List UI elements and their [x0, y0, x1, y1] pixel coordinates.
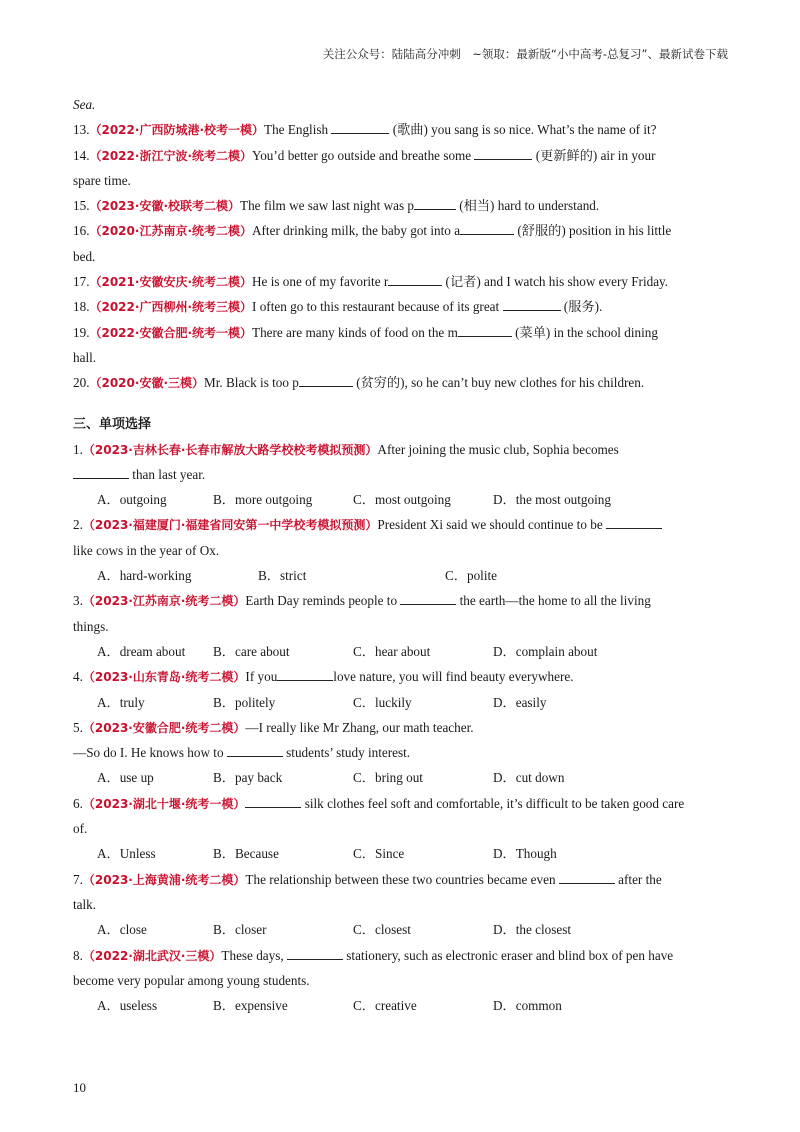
question-continuation [73, 740, 733, 765]
question-line [73, 143, 733, 168]
section-title: 三、单项选择 [73, 416, 152, 432]
answer-blank[interactable] [73, 466, 129, 479]
option-d[interactable]: D．complain about [493, 643, 598, 659]
question-text: (更新鲜的) air in your [532, 147, 656, 163]
answer-blank[interactable] [227, 744, 283, 757]
option-a[interactable]: A．Unless [97, 846, 156, 862]
question-text: students’ study interest. [282, 745, 411, 761]
question-number: 2. [73, 517, 83, 533]
option-b[interactable]: B．strict [258, 568, 307, 584]
option-b[interactable]: B．closer [213, 922, 267, 938]
question-line [73, 370, 733, 395]
question-text: (记者) and I watch his show every Friday. [442, 274, 669, 290]
question-line [73, 320, 733, 345]
option-c[interactable]: C．closest [353, 922, 411, 938]
question-line [73, 193, 733, 218]
question-continuation [73, 462, 733, 487]
continued-text: Sea. [73, 97, 96, 112]
option-b[interactable]: B．Because [213, 846, 279, 862]
question-number: 3. [73, 593, 83, 609]
question-continuation [73, 892, 733, 917]
options-row [73, 690, 733, 715]
question-line [73, 294, 733, 319]
question-continuation [73, 816, 733, 841]
question-line [73, 218, 733, 243]
question-source: （2023·安徽合肥·统考二模） [82, 720, 246, 735]
question-continuation [73, 538, 733, 563]
question-text: than last year. [129, 466, 206, 482]
question-source: （2023·吉林长春·长春市解放大路学校校考模拟预测） [82, 442, 378, 457]
option-d[interactable]: D．easily [493, 694, 547, 710]
question-number: 16. [73, 223, 90, 239]
question-text: The English [264, 122, 332, 138]
option-a[interactable]: A．outgoing [97, 492, 167, 508]
page-number: 10 [73, 1080, 86, 1095]
question-text: There are many kinds of food on the m [252, 324, 458, 340]
options-row [73, 841, 733, 866]
answer-blank[interactable] [460, 222, 514, 235]
question-source: （2023·江苏南京·统考二模） [82, 594, 246, 609]
question-text: If you [245, 669, 278, 685]
question-number: 1. [73, 441, 83, 457]
answer-blank[interactable] [474, 147, 532, 160]
question-text: (菜单) in the school dining [511, 324, 658, 340]
options-row [73, 765, 733, 790]
answer-blank[interactable] [414, 197, 456, 210]
question-text: —So do I. He knows how to [73, 745, 227, 761]
question-continuation: spare time. [73, 172, 131, 188]
question-source: （2020·江苏南京·统考二模） [89, 224, 253, 239]
question-source: （2023·安徽·校联考二模） [89, 199, 241, 214]
question-text: the earth—the home to all the living [456, 593, 651, 609]
question-text: after the [614, 871, 662, 887]
fill-in-list [73, 117, 733, 395]
question-line [73, 588, 733, 613]
question-number: 18. [73, 299, 90, 315]
question-line [73, 269, 733, 294]
option-a[interactable]: A．use up [97, 770, 154, 786]
question-source: （2023·福建厦门·福建省同安第一中学校考模拟预测） [82, 518, 378, 533]
question-number: 5. [73, 719, 83, 735]
question-text: After drinking milk, the baby got into a [252, 223, 461, 239]
question-number: 7. [73, 871, 83, 887]
answer-blank[interactable] [400, 592, 456, 605]
question-source: （2022·湖北武汉·三模） [82, 948, 222, 963]
question-number: 8. [73, 947, 83, 963]
question-text: like cows in the year of Ox. [73, 542, 220, 558]
question-number: 6. [73, 795, 83, 811]
answer-blank[interactable] [287, 947, 343, 960]
question-line [73, 715, 733, 740]
question-text: After joining the music club, Sophia becomes [377, 441, 619, 457]
options-row [73, 639, 733, 664]
question-text: I often go to this restaurant because of its great [252, 299, 503, 315]
question-number: 15. [73, 198, 90, 214]
question-text: love nature, you will find beauty everywhere. [333, 669, 574, 685]
question-line [73, 117, 733, 142]
multiple-choice-list [73, 437, 733, 1019]
option-c[interactable]: C．hear about [353, 643, 431, 659]
answer-blank[interactable] [331, 121, 389, 134]
answer-blank[interactable] [245, 795, 301, 808]
question-text: (贫穷的), so he can’t buy new clothes for his children. [352, 375, 645, 391]
question-text: (歌曲) you sang is so nice. What’s the name of it? [389, 122, 657, 138]
question-text: things. [73, 618, 109, 634]
page-header: 关注公众号：陆陆高分冲刺 ~领取：最新版“小中高考-总复习”、最新试卷下载 [322, 47, 728, 61]
answer-blank[interactable] [606, 516, 662, 529]
question-text: You’d better go outside and breathe some [252, 147, 475, 163]
question-source: （2023·上海黄浦·统考二模） [82, 872, 246, 887]
option-a[interactable]: A．truly [97, 694, 145, 710]
answer-blank[interactable] [559, 871, 615, 884]
options-row [73, 563, 733, 588]
question-text: stationery, such as electronic eraser and blind box of pen have [342, 947, 674, 963]
question-continuation [73, 968, 733, 993]
page-content [73, 92, 733, 1018]
option-b[interactable]: B．more outgoing [213, 492, 313, 508]
option-d[interactable]: D．cut down [493, 770, 565, 786]
question-number: 13. [73, 122, 90, 138]
option-d[interactable]: D．the closest [493, 922, 572, 938]
question-number: 14. [73, 147, 90, 163]
question-text: The film we saw last night was p [240, 198, 414, 214]
question-source: （2022·安徽合肥·统考一模） [89, 325, 253, 340]
question-source: （2021·安徽安庆·统考二模） [89, 275, 253, 290]
question-text: Mr. Black is too p [204, 375, 299, 391]
question-text: talk. [73, 896, 97, 912]
answer-blank[interactable] [277, 668, 333, 681]
question-text: —I really like Mr Zhang, our math teacher. [245, 719, 474, 735]
option-d[interactable]: D．Though [493, 846, 557, 862]
question-line [73, 867, 733, 892]
options-row [73, 487, 733, 512]
question-number: 17. [73, 274, 90, 290]
question-source: （2022·广西防城港·校考一模） [89, 123, 265, 138]
question-text: The relationship between these two countries became even [245, 871, 559, 887]
question-line [73, 791, 733, 816]
option-c[interactable]: C．Since [353, 846, 405, 862]
option-b[interactable]: B．politely [213, 694, 276, 710]
question-line [73, 664, 733, 689]
answer-blank[interactable] [458, 324, 512, 337]
question-line [73, 943, 733, 968]
option-c[interactable]: C．luckily [353, 694, 412, 710]
question-text: He is one of my favorite r [252, 274, 389, 290]
question-line [73, 437, 733, 462]
question-source: （2020·安徽·三模） [89, 376, 205, 391]
question-text: (舒服的) position in his little [514, 223, 672, 239]
option-c[interactable]: C．polite [445, 568, 498, 584]
options-row [73, 993, 733, 1018]
option-c[interactable]: C．bring out [353, 770, 423, 786]
option-a[interactable]: A．close [97, 922, 147, 938]
option-b[interactable]: B．care about [213, 643, 290, 659]
question-continuation [73, 614, 733, 639]
question-text: Earth Day reminds people to [245, 593, 401, 609]
option-a[interactable]: A．useless [97, 998, 158, 1014]
question-source: （2023·湖北十堰·统考一模） [82, 796, 246, 811]
option-a[interactable]: A．hard-working [97, 568, 192, 584]
options-row [73, 917, 733, 942]
option-b[interactable]: B．expensive [213, 998, 288, 1014]
question-text: become very popular among young students. [73, 972, 310, 988]
option-c[interactable]: C．creative [353, 998, 417, 1014]
answer-blank[interactable] [503, 298, 561, 311]
question-line [73, 512, 733, 537]
question-text: (相当) hard to understand. [455, 198, 600, 214]
question-source: （2022·浙江宁波·统考二模） [89, 148, 253, 163]
question-number: 20. [73, 375, 90, 391]
question-text: (服务). [560, 299, 603, 315]
option-d[interactable]: D．the most outgoing [493, 492, 611, 508]
question-continuation: bed. [73, 248, 96, 264]
answer-blank[interactable] [299, 374, 353, 387]
question-text: These days, [221, 947, 287, 963]
answer-blank[interactable] [388, 273, 442, 286]
option-d[interactable]: D．common [493, 998, 562, 1014]
question-text: silk clothes feel soft and comfortable, it’s difficult to be taken good care [301, 795, 685, 811]
question-text: President Xi said we should continue to be [377, 517, 606, 533]
question-number: 4. [73, 669, 83, 685]
question-number: 19. [73, 324, 90, 340]
question-text: of. [73, 821, 88, 837]
question-continuation: hall. [73, 349, 97, 365]
question-source: （2022·广西柳州·统考三模） [89, 300, 253, 315]
question-source: （2023·山东青岛·统考二模） [82, 670, 246, 685]
option-a[interactable]: A．dream about [97, 643, 186, 659]
option-b[interactable]: B．pay back [213, 770, 283, 786]
option-c[interactable]: C．most outgoing [353, 492, 451, 508]
